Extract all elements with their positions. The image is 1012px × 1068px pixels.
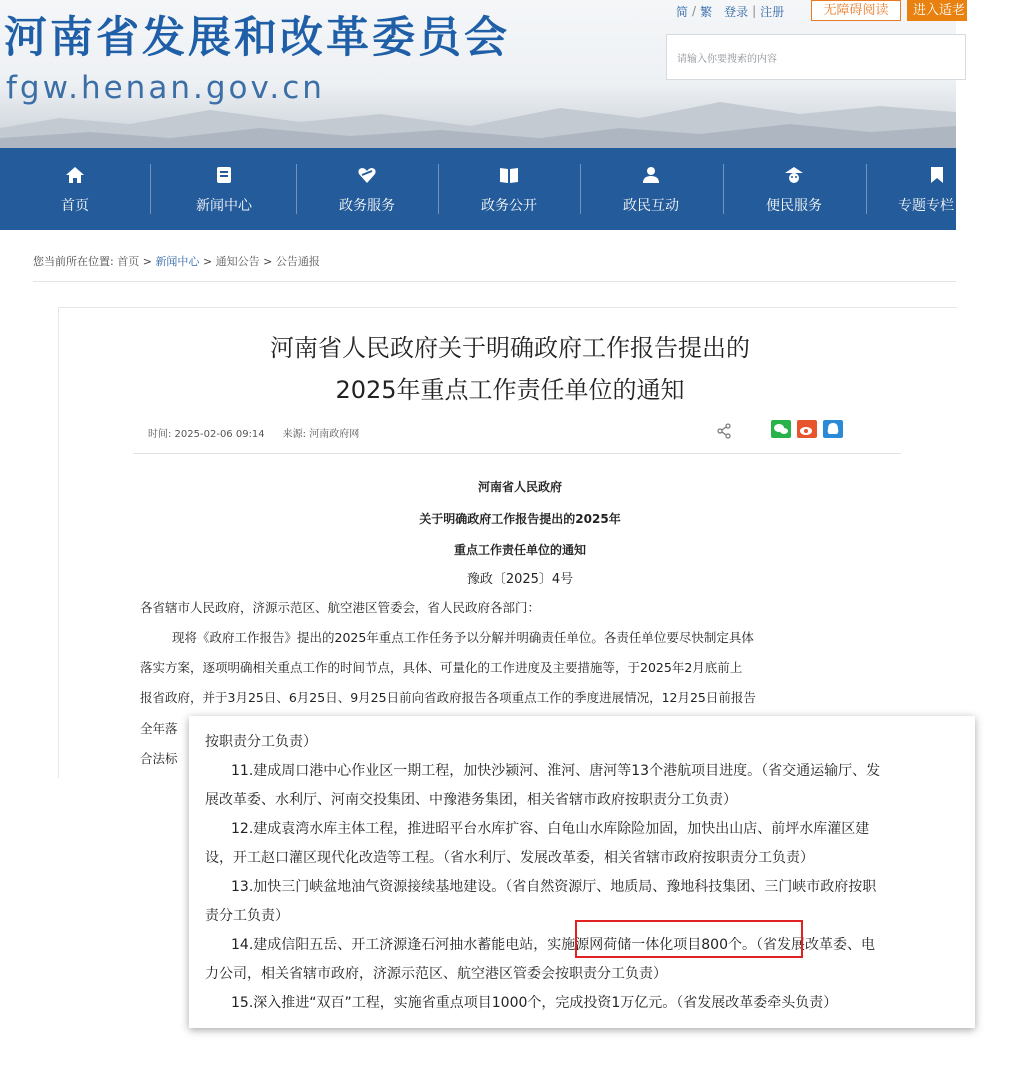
breadcrumb-sep: > [142,255,152,268]
nav-label: 政务公开 [481,198,537,214]
article-source: 来源: 河南政府网 [282,429,360,440]
elderly-mode-button[interactable]: 进入适老 [907,0,967,21]
breadcrumb-prefix: 您当前所在位置: [33,255,114,268]
article-meta [148,425,359,440]
register-link[interactable]: 注册 [760,4,785,19]
nav-label: 政务服务 [339,198,395,214]
body-title-2: 关于明确政府工作报告提出的2025年 [419,512,621,526]
people-icon [641,166,661,184]
breadcrumb-notice[interactable]: 通知公告 [215,255,260,268]
accessible-reading-button[interactable]: 无障碍阅读 [811,0,901,21]
news-icon [214,166,234,184]
lang-traditional-link[interactable]: 繁 [700,4,713,19]
article-title-line1: 河南省人民政府关于明确政府工作报告提出的 [270,334,750,362]
breadcrumb [33,253,320,269]
breadcrumb-sep: > [202,255,213,268]
excerpt-line: 设，开工赵口灌区现代化改造等工程。（省水利厅、发展改革委，相关省辖市政府按职责分工负责） [205,850,814,866]
breadcrumb-home[interactable]: 首页 [117,255,140,268]
article-title-line2: 2025年重点工作责任单位的通知 [335,376,685,404]
body-title-3: 重点工作责任单位的通知 [453,543,586,557]
nav-item-open[interactable] [438,148,580,230]
main-nav [0,148,956,230]
site-domain: fgw.henan.gov.cn [6,70,325,106]
nav-item-special[interactable] [866,148,1008,230]
body-paragraph: 合法标 [140,751,178,766]
lang-simplified-link[interactable]: 简 [676,4,689,19]
nav-label: 新闻中心 [196,198,252,214]
excerpt-line: 力公司，相关省辖市政府，济源示范区、航空港区管委会按职责分工负责） [205,966,667,982]
highlight-box [575,920,803,958]
search-placeholder: 请输入你要搜索的内容 [677,54,777,65]
document-excerpt-overlay [189,716,975,1028]
body-paragraph: 报省政府，并于3月25日、6月25日、9月25日前向省政府报告各项重点工作的季度进展情况，12月25日前报告 [140,690,756,705]
nav-item-news[interactable] [153,148,295,230]
body-paragraph: 落实方案，逐项明确相关重点工作的时间节点，具体、可量化的工作进度及主要措施等，于2025年2月底前上 [140,660,743,675]
service-icon [357,166,377,184]
bookmark-icon [927,166,947,184]
search-input[interactable] [666,34,966,80]
nav-label: 首页 [61,198,89,214]
nav-label: 专题专栏 [898,198,954,214]
breadcrumb-current[interactable]: 公告通报 [275,255,320,268]
top-links: 简 / 繁 登录 | 注册 [676,4,785,19]
body-paragraph: 现将《政府工作报告》提出的2025年重点工作任务予以分解并明确责任单位。各责任单位要尽快制定具体 [172,630,754,645]
document-number: 豫政〔2025〕4号 [466,572,574,587]
login-link[interactable]: 登录 [724,4,749,19]
publish-time: 时间: 2025-02-06 09:14 [148,429,265,440]
excerpt-line: 按职责分工负责） [205,734,317,750]
excerpt-line: 15.深入推进“双百”工程，实施省重点项目1000个，完成投资1万亿元。（省发展改革委牵头负责） [231,995,838,1011]
excerpt-line: 14.建成信阳五岳、开工济源逢石河抽水蓄能电站，实施源网荷储一体化项目800个。（省发展改革委、电 [231,937,875,953]
breadcrumb-sep: > [263,255,273,268]
site-title[interactable]: 河南省发展和改革委员会 [4,13,510,63]
body-paragraph: 全年落 [140,721,178,736]
share-icon[interactable] [716,423,732,439]
qq-share-icon[interactable] [823,420,843,438]
excerpt-line: 12.建成袁湾水库主体工程，推进昭平台水库扩容、白龟山水库除险加固，加快出山店、前坪水库灌区建 [231,821,870,837]
divider [33,281,956,282]
divider [133,453,901,454]
body-paragraph: 各省辖市人民政府，济源示范区、航空港区管委会，省人民政府各部门： [140,600,541,615]
nav-item-interaction[interactable] [580,148,722,230]
excerpt-line: 责分工负责） [205,908,289,924]
book-icon [499,166,519,184]
nav-item-convenience[interactable] [723,148,865,230]
excerpt-line: 11.建成周口港中心作业区一期工程，加快沙颍河、淮河、唐河等13个港航项目进度。（省交通运输厅、发 [231,763,881,779]
home-icon [65,166,85,184]
header-banner [0,0,966,148]
excerpt-line: 展改革委、水利厅、河南交投集团、中豫港务集团，相关省辖市政府按职责分工负责） [205,792,737,808]
excerpt-line: 13.加快三门峡盆地油气资源接续基地建设。（省自然资源厅、地质局、豫地科技集团、三门峡市政府按职 [231,879,877,895]
nav-item-home[interactable] [4,148,146,230]
body-title-1: 河南省人民政府 [477,480,562,494]
wechat-share-icon[interactable] [771,420,791,438]
nav-label: 便民服务 [766,198,822,214]
weibo-share-icon[interactable] [797,420,817,438]
breadcrumb-news[interactable]: 新闻中心 [155,255,200,268]
nav-label: 政民互动 [623,198,679,214]
nav-item-service[interactable] [296,148,438,230]
convenience-icon [784,166,804,184]
